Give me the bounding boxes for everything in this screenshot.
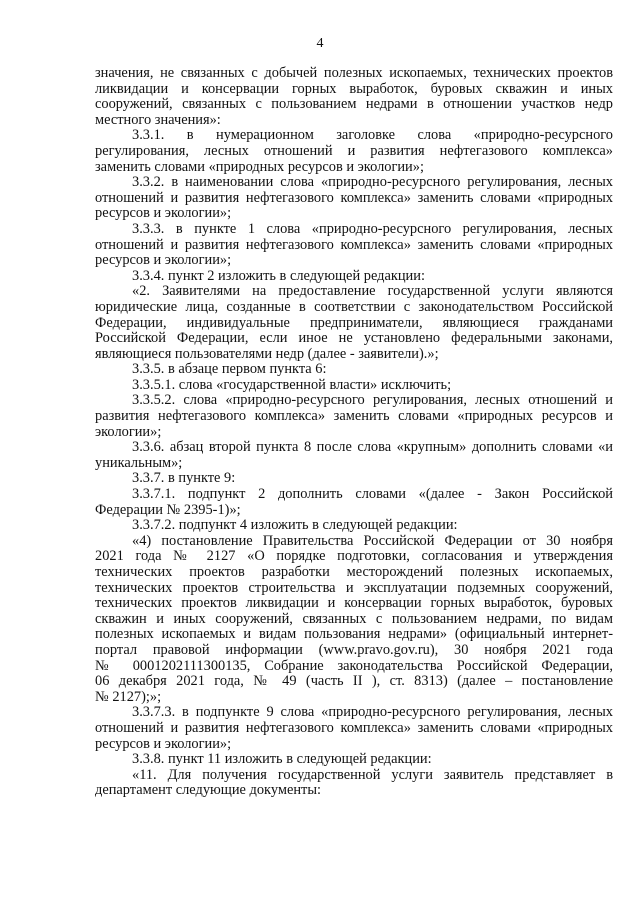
text-line: заменить словами «природных ресурсов и экологии»; (95, 158, 424, 175)
text-line: 06 декабря 2021 года, № 49 (часть II ), ст. 8313) (далее – постановление (95, 673, 613, 690)
text-line: 3.3.5. в абзаце первом пункта 6: (132, 361, 327, 378)
text-line: регулирования, лесных отношений и развития нефтегазового комплекса» (95, 142, 613, 159)
text-line: 3.3.5.2. слова «природно-ресурсного регулирования, лесных отношений и (132, 392, 613, 409)
text-line: скважин и иных сооружений, связанных с пользованием недрами, по видам (95, 610, 613, 627)
text-line: 3.3.7. в пункте 9: (132, 470, 236, 487)
text-line: 3.3.7.3. в подпункте 9 слова «природно-ресурсного регулирования, лесных (132, 704, 613, 721)
text-line: портал правовой информации (www.pravo.gov.ru), 30 ноября 2021 года (95, 641, 613, 658)
text-line: полезных ископаемых и видам пользования недрами» (официальный интернет- (95, 626, 613, 643)
text-line: «2. Заявителями на предоставление государственной услуги являются (132, 283, 613, 300)
text-line: 3.3.7.2. подпункт 4 изложить в следующей редакции: (132, 517, 458, 534)
text-line: 2021 года № 2127 «О порядке подготовки, согласования и утверждения (95, 548, 613, 565)
page-number: 4 (316, 36, 324, 51)
text-line: отношений и развития нефтегазового комплекса» заменить словами «природных (95, 189, 613, 206)
text-line: ресурсов и экологии»; (95, 252, 232, 269)
text-line: 3.3.2. в наименовании слова «природно-ресурсного регулирования, лесных (132, 174, 613, 191)
text-line: 3.3.3. в пункте 1 слова «природно-ресурсного регулирования, лесных (132, 220, 613, 237)
text-line: значения, не связанных с добычей полезных ископаемых, технических проектов (95, 65, 613, 81)
text-line: юридические лица, созданные в соответствии с законодательством Российской (95, 298, 613, 315)
text-line: № 0001202111300135, Собрание законодательства Российской Федерации, (95, 657, 613, 674)
text-line: Российской Федерации, если иное не установлено федеральными законами, (95, 330, 613, 347)
text-line: технических проектов строительства и эксплуатации подземных сооружений, (95, 579, 613, 596)
text-line: отношений и развития нефтегазового комплекса» заменить словами «природных (95, 719, 613, 736)
text-line: уникальным»; (95, 454, 183, 471)
text-line: департамент следующие документы: (95, 782, 321, 799)
text-line: «4) постановление Правительства Российской Федерации от 30 ноября (132, 532, 613, 549)
text-line: развития нефтегазового комплекса» заменить словами «природных ресурсов и (95, 408, 613, 425)
text-line: являющиеся пользователями недр (далее - заявители).»; (95, 345, 439, 362)
text-line: 3.3.5.1. слова «государственной власти» исключить; (132, 376, 452, 393)
text-line: ресурсов и экологии»; (95, 205, 232, 222)
text-line: ресурсов и экологии»; (95, 735, 232, 752)
text-line: «11. Для получения государственной услуги заявитель представляет в (132, 766, 613, 783)
text-line: 3.3.4. пункт 2 изложить в следующей редакции: (132, 267, 425, 284)
text-line: экологии»; (95, 423, 162, 440)
text-line: технических проектов разработки месторождений полезных ископаемых, (95, 564, 613, 580)
text-line: № 2127);»; (95, 688, 162, 705)
document-body (95, 66, 613, 799)
text-line: ликвидации и консервации горных выработок, буровых скважин и иных (95, 80, 613, 97)
text-line: 3.3.8. пункт 11 изложить в следующей редакции: (132, 751, 432, 768)
text-line: 3.3.7.1. подпункт 2 дополнить словами «(далее - Закон Российской (132, 486, 613, 503)
text-line: технических проектов ликвидации и консервации горных выработок, буровых (95, 595, 613, 612)
text-line: 3.3.1. в нумерационном заголовке слова «природно-ресурсного (132, 127, 613, 144)
text-line: сооружений, связанных с пользованием недрами в отношении участков недр (95, 96, 613, 113)
text-line: Федерации № 2395-1)»; (95, 501, 241, 518)
text-line: местного значения»: (95, 111, 221, 128)
text-line: Федерации, индивидуальные предприниматели, являющиеся гражданами (95, 314, 613, 331)
text-line: 3.3.6. абзац второй пункта 8 после слова «крупным» дополнить словами «и (132, 439, 613, 456)
text-line: отношений и развития нефтегазового комплекса» заменить словами «природных (95, 236, 613, 253)
